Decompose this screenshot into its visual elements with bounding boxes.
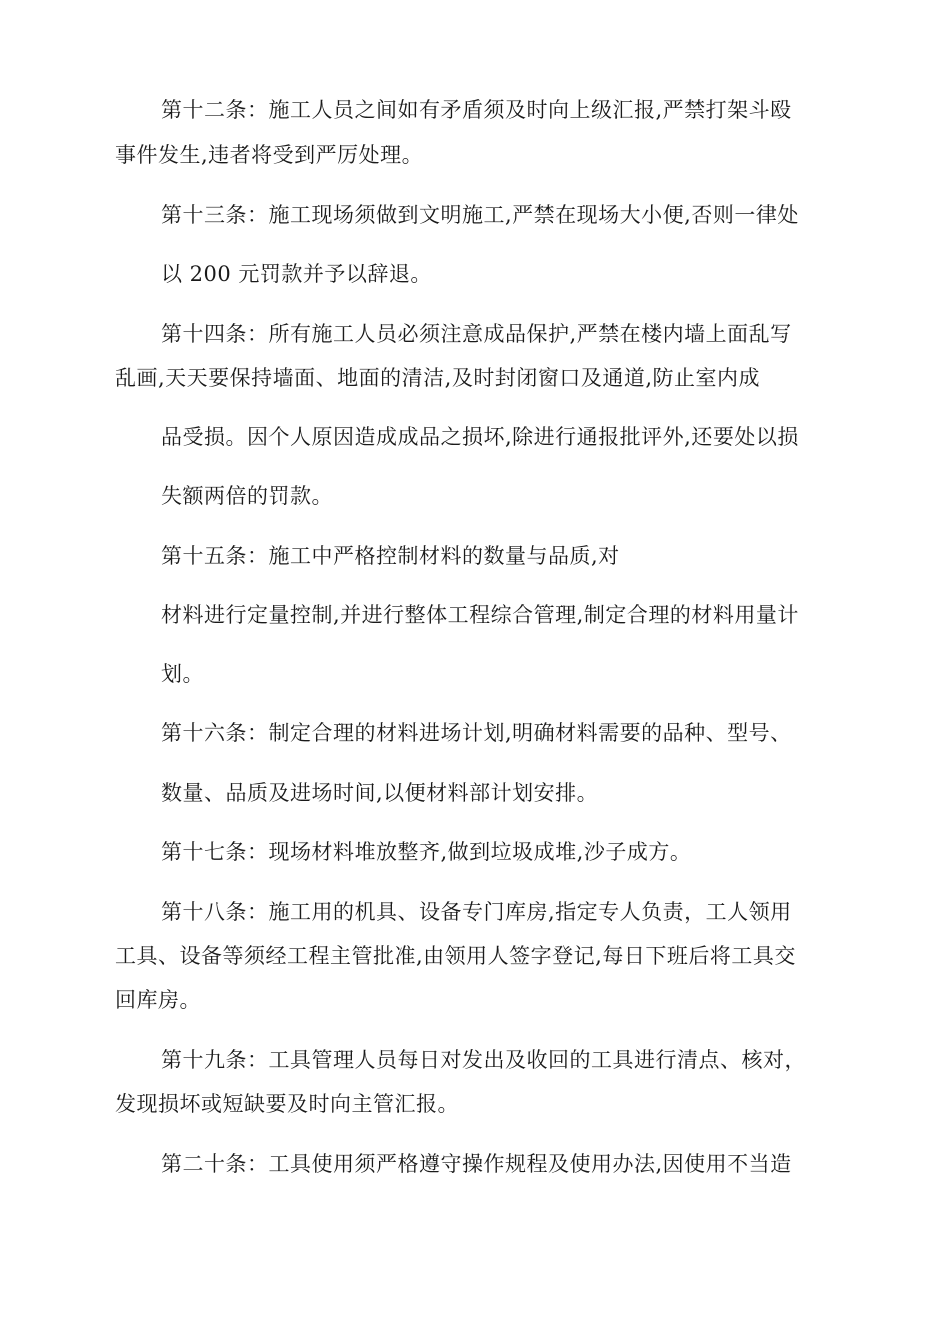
text-line: 回库房。: [115, 988, 201, 1012]
text-line: 材料进行定量控制,并进行整体工程综合管理,制定合理的材料用量计: [161, 603, 799, 627]
text-line: 第十八条：施工用的机具、设备专门库房,指定专人负责，工人领用: [161, 900, 792, 924]
text-line: 乱画,天天要保持墙面、地面的清洁,及时封闭窗口及通道,防止室内成: [115, 366, 761, 390]
text-line: 第十七条：现场材料堆放整齐,做到垃圾成堆,沙子成方。: [161, 840, 692, 864]
text-line: 事件发生,违者将受到严厉处理。: [115, 143, 424, 167]
text-line: 第十五条：施工中严格控制材料的数量与品质,对: [161, 544, 620, 568]
text-line: 品受损。因个人原因造成成品之损坏,除进行通报批评外,还要处以损: [161, 425, 799, 449]
text-line: 第十九条：工具管理人员每日对发出及收回的工具进行清点、核对，: [161, 1048, 806, 1072]
text-line: 第二十条：工具使用须严格遵守操作规程及使用办法,因使用不当造: [161, 1152, 792, 1176]
text-line: 第十六条：制定合理的材料进场计划,明确材料需要的品种、型号、: [161, 721, 792, 745]
text-line: 划。: [161, 662, 204, 686]
text-line: 第十二条：施工人员之间如有矛盾须及时向上级汇报,严禁打架斗殴: [161, 98, 792, 122]
text-line: 数量、品质及进场时间,以便材料部计划安排。: [161, 781, 599, 805]
text-line: 第十四条：所有施工人员必须注意成品保护,严禁在楼内墙上面乱写: [161, 322, 792, 346]
text-line: 发现损坏或短缺要及时向主管汇报。: [115, 1092, 459, 1116]
text-line: 以 200 元罚款并予以辞退。: [161, 262, 432, 286]
text-line: 第十三条：施工现场须做到文明施工,严禁在现场大小便,否则一律处: [161, 203, 799, 227]
text-line: 工具、设备等须经工程主管批准,由领用人签字登记,每日下班后将工具交: [115, 944, 796, 968]
text-line: 失额两倍的罚款。: [161, 484, 333, 508]
